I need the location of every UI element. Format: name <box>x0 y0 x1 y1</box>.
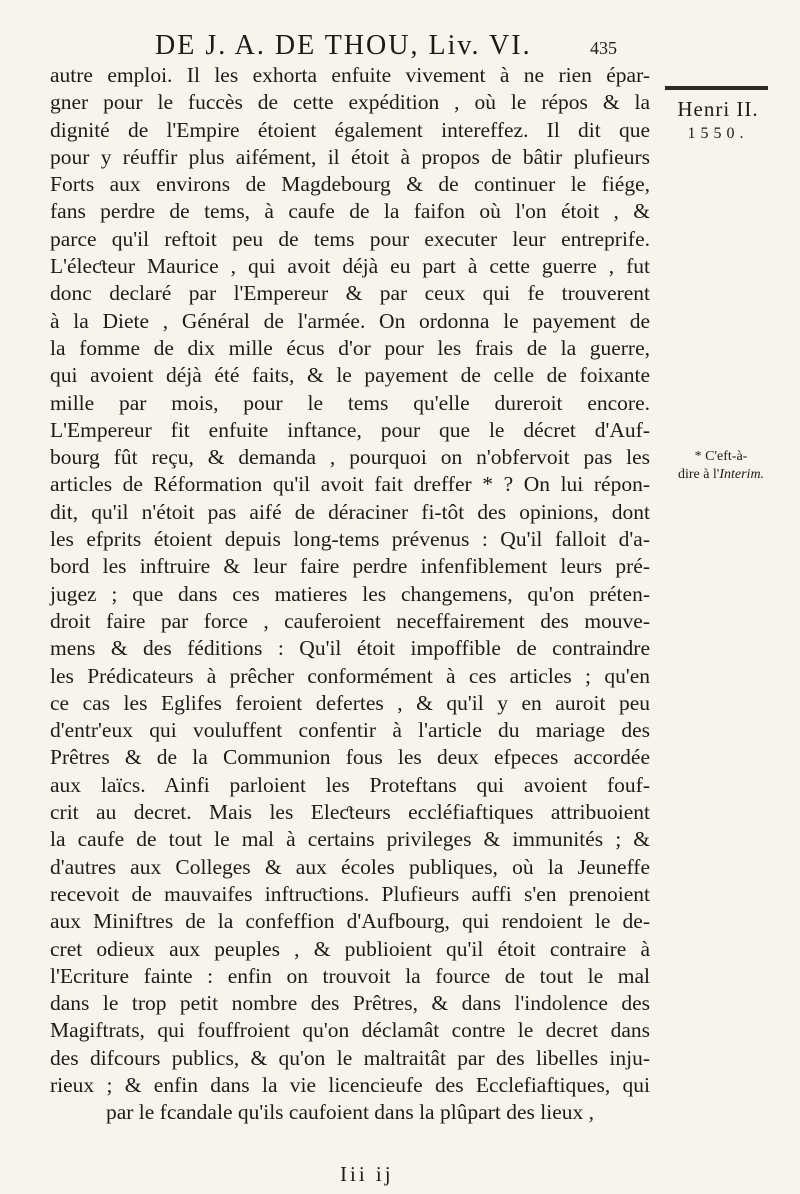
margin-footnote-word: Interim. <box>719 467 765 482</box>
body-line: par le fcandale qu'ils caufoient dans la plûpart des lieux , <box>105 1100 595 1125</box>
margin-footnote-line-1: * C'eft-à- <box>694 449 748 464</box>
margin-rule <box>665 86 768 90</box>
body-line: Forts aux environs de Magdebourg & de continuer le fiége, <box>50 172 650 197</box>
body-line: l'Ecriture fainte : enfin on trouvoit la fource de tout le mal <box>50 963 650 988</box>
body-line: Magiftrats, qui fouffroient qu'on déclamât contre le decret dans <box>50 1018 650 1043</box>
body-line: pour y réuffir plus aifément, il étoit à propos de bâtir plufieurs <box>50 144 650 169</box>
body-line: parce qu'il reftoit peu de tems pour executer leur entreprife. <box>50 226 650 251</box>
body-line: des difcours publics, & qu'on le maltraitât par des libelles inju- <box>50 1045 650 1070</box>
body-line: la fomme de dix mille écus d'or pour les frais de la guerre, <box>50 335 650 360</box>
signature-mark: Iii ij <box>340 1162 394 1186</box>
body-line: recevoit de mauvaifes inftruƈtions. Plufieurs auffi s'en prenoient <box>50 881 650 906</box>
body-line: autre emploi. Il les exhorta enfuite vivement à ne rien épar- <box>50 63 650 87</box>
body-line: Prêtres & de la Communion fous les deux efpeces accordée <box>50 745 650 770</box>
body-line: rieux ; & enfin dans la vie licencieufe des Ecclefiaftiques, qui <box>50 1072 650 1097</box>
body-line: bourg fût reçu, & demanda , pourquoi on n'obfervoit pas les <box>50 445 650 470</box>
body-line: L'Empereur fit enfuite inftance, pour que le décret d'Auf- <box>50 417 650 442</box>
body-line: d'autres aux Colleges & aux écoles publiques, où la Jeuneffe <box>50 854 650 879</box>
body-line: dignité de l'Empire étoient également intereffez. Il dit que <box>50 117 650 142</box>
body-line: bord les inftruire & leur faire perdre infenfiblement leurs pré- <box>50 554 650 579</box>
body-line: les efprits étoient depuis long-tems prévenus : Qu'il falloit d'a- <box>50 527 650 552</box>
body-line: la caufe de tout le mal à certains privileges & immunités ; & <box>50 827 650 852</box>
body-line: aux Miniftres de la confeffion d'Aufbourg, qui rendoient le de- <box>50 909 650 934</box>
body-line: articles de Réformation qu'il avoit fait dreffer * ? On lui répon- <box>50 472 650 497</box>
body-line: les Prédicateurs à prêcher conformément à ces articles ; qu'en <box>50 663 650 688</box>
body-line: donc declaré par l'Empereur & par ceux qui fe trouverent <box>50 281 650 306</box>
margin-year: 1550. <box>687 125 749 142</box>
body-line: ce cas les Eglifes feroient defertes , & qu'il y en auroit peu <box>50 690 650 715</box>
margin-footnote-line-2 <box>660 466 782 484</box>
body-line: dit, qu'il n'étoit pas aifé de déraciner fi-tôt des opinions, dont <box>50 499 650 524</box>
running-head: DE J. A. DE THOU, Liv. VI. <box>155 30 532 61</box>
body-line: dans le trop petit nombre des Prêtres, & dans l'indolence des <box>50 991 650 1016</box>
body-line: fans perdre de tems, à caufe de la faifon où l'on étoit , & <box>50 199 650 224</box>
page-number: 435 <box>590 38 617 58</box>
body-line: jugez ; que dans ces matieres les changemens, qu'on préten- <box>50 581 650 606</box>
body-line: à la Diete , Général de l'armée. On ordonna le payement de <box>50 308 650 333</box>
body-text <box>50 62 650 1127</box>
margin-footnote <box>660 448 782 484</box>
body-line: L'éleƈteur Maurice , qui avoit déjà eu part à cette guerre , fut <box>50 254 650 279</box>
body-line: d'entr'eux qui vouluffent confentir à l'article du mariage des <box>50 718 650 743</box>
body-line: cret odieux aux peuples , & publioient qu'il étoit contraire à <box>50 936 650 961</box>
body-line: aux laïcs. Ainfi parloient les Proteftans qui avoient fouf- <box>50 772 650 797</box>
margin-heading: Henri II. <box>677 97 759 121</box>
body-line: gner pour le fuccès de cette expédition , où le répos & la <box>50 90 650 115</box>
body-line: crit au decret. Mais les Eleƈteurs eccléfiaftiques attribuoient <box>50 800 650 825</box>
body-line: droit faire par force , cauferoient neceffairement des mouve- <box>50 608 650 633</box>
body-line: mille par mois, pour le tems qu'elle dureroit encore. <box>50 390 650 415</box>
margin-footnote-text: dire à l' <box>677 467 720 482</box>
body-line: mens & des féditions : Qu'il étoit impoffible de contraindre <box>50 636 650 661</box>
body-line: qui avoient déjà été faits, & le payement de celle de foixante <box>50 363 650 388</box>
